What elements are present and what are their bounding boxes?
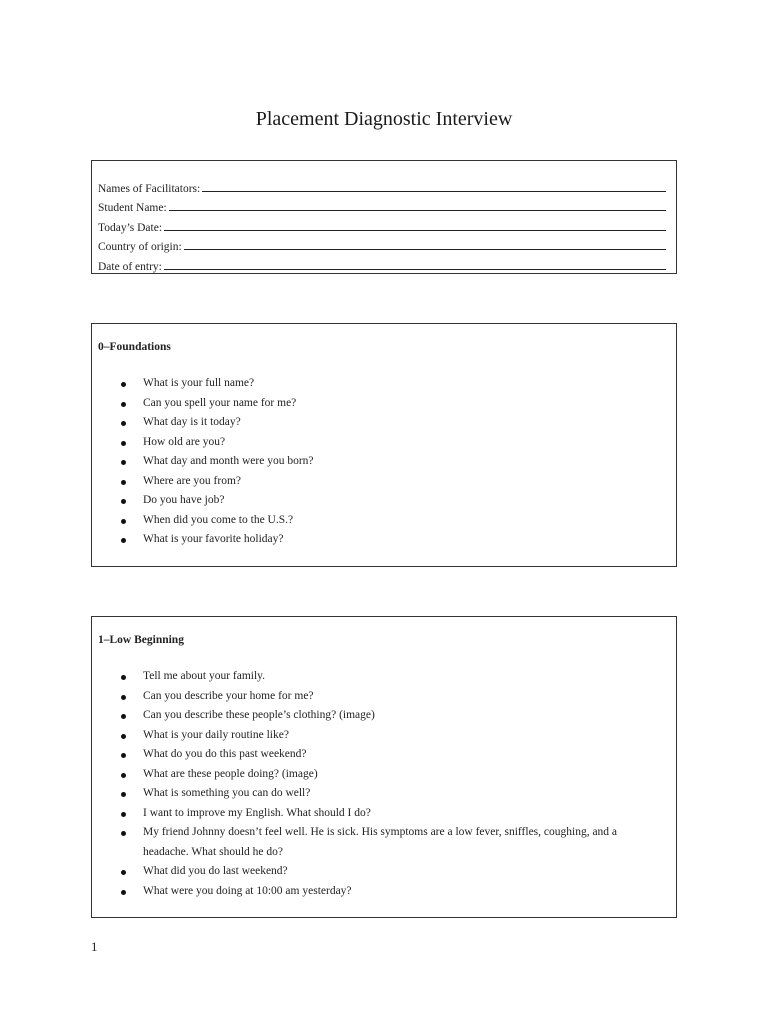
question-item: What is your daily routine like? [92,726,678,746]
info-field-label: Country of origin: [98,241,182,253]
student-info-box [91,160,677,274]
blank-line[interactable] [164,230,666,231]
blank-line[interactable] [202,191,666,192]
question-item: How old are you? [92,433,678,453]
question-item: Can you describe your home for me? [92,687,678,707]
question-item: What is something you can do well? [92,784,678,804]
question-item: What were you doing at 10:00 am yesterday? [92,882,678,902]
question-item: I want to improve my English. What should I do? [92,804,678,824]
blank-line[interactable] [184,249,666,250]
blank-line[interactable] [164,269,666,270]
page-title: Placement Diagnostic Interview [255,108,513,130]
info-field-facilitators [98,175,670,195]
section-title: 0–Foundations [98,341,171,353]
info-field-label: Today’s Date: [98,221,163,234]
section-low-beginning [91,616,677,918]
info-field-date [98,214,670,234]
question-item: What did you do last weekend? [92,862,678,882]
info-field-label: Date of entry: [98,260,162,273]
question-item: What is your full name? [92,374,678,394]
blank-line[interactable] [169,210,666,211]
question-item: What is your favorite holiday? [92,530,678,550]
question-item: What do you do this past weekend? [92,745,678,765]
page-number: 1 [91,939,98,954]
info-field-country [98,234,670,254]
question-item: What are these people doing? (image) [92,765,678,785]
question-list [92,667,678,901]
info-field-label: Names of Facilitators: [98,182,201,195]
section-title: 1–Low Beginning [98,634,184,646]
question-item: Tell me about your family. [92,667,678,687]
question-item: My friend Johnny doesn’t feel well. He is sick. His symptoms are a low fever, sniffles, coughing, and a headache. What should he do? [92,823,678,862]
question-item: Where are you from? [92,472,678,492]
question-item: When did you come to the U.S.? [92,511,678,531]
question-item: Can you spell your name for me? [92,394,678,414]
question-item: Can you describe these people’s clothing? (image) [92,706,678,726]
info-field-student-name [98,195,670,215]
question-item: What day and month were you born? [92,452,678,472]
info-field-entry-date [98,253,670,273]
question-list [92,374,678,550]
info-field-label: Student Name: [98,202,167,214]
question-item: What day is it today? [92,413,678,433]
section-foundations [91,323,677,567]
question-item: Do you have job? [92,491,678,511]
